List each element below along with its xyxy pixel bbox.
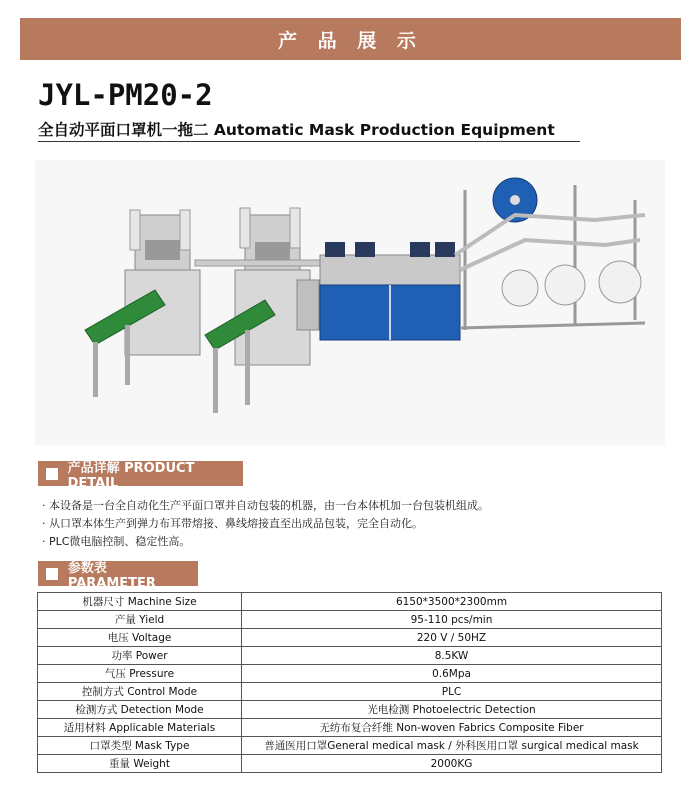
param-label: 电压 Voltage	[38, 629, 242, 647]
param-value: 无纺布复合纤维 Non-woven Fabrics Composite Fiber	[242, 719, 662, 737]
welding-unit-1	[85, 210, 200, 397]
param-label: 检测方式 Detection Mode	[38, 701, 242, 719]
param-value: PLC	[242, 683, 662, 701]
bullet-square-icon	[46, 468, 58, 480]
parameter-heading	[38, 560, 198, 591]
machine-illustration	[35, 160, 665, 445]
param-label: 适用材料 Applicable Materials	[38, 719, 242, 737]
param-value: 95-110 pcs/min	[242, 611, 662, 629]
table-row	[38, 701, 662, 719]
table-row	[38, 719, 662, 737]
table-row	[38, 593, 662, 611]
param-label: 控制方式 Control Mode	[38, 683, 242, 701]
fabric-feed-rack	[455, 178, 645, 330]
header-banner	[20, 18, 681, 60]
machine-photo	[35, 160, 665, 445]
param-label: 气压 Pressure	[38, 665, 242, 683]
table-row	[38, 755, 662, 773]
connecting-conveyor	[195, 260, 325, 266]
param-value: 普通医用口罩General medical mask / 外科医用口罩 surgical medical mask	[242, 737, 662, 755]
bullet-square-icon	[46, 568, 58, 580]
banner-title: 产 品 展 示	[278, 29, 423, 52]
table-row	[38, 665, 662, 683]
param-label: 机器尺寸 Machine Size	[38, 593, 242, 611]
table-row	[38, 683, 662, 701]
param-label: 口罩类型 Mask Type	[38, 737, 242, 755]
product-detail-heading	[38, 460, 243, 491]
table-row	[38, 737, 662, 755]
param-value: 6150*3500*2300mm	[242, 593, 662, 611]
product-detail-list	[42, 497, 489, 551]
detail-item: · PLC微电脑控制、稳定性高。	[42, 535, 191, 548]
parameter-title: 参数表 PARAMETER	[67, 560, 156, 591]
table-row	[38, 611, 662, 629]
product-model: JYL-PM20-2	[38, 78, 213, 112]
param-value: 8.5KW	[242, 647, 662, 665]
param-value: 2000KG	[242, 755, 662, 773]
main-body-unit	[297, 242, 460, 340]
param-label: 重量 Weight	[38, 755, 242, 773]
detail-item: · 从口罩本体生产到弹力布耳带熔接、鼻线熔接直至出成品包装，完全自动化。	[42, 517, 423, 530]
parameter-table	[37, 592, 662, 773]
param-label: 产量 Yield	[38, 611, 242, 629]
param-value: 220 V / 50HZ	[242, 629, 662, 647]
table-row	[38, 647, 662, 665]
param-label: 功率 Power	[38, 647, 242, 665]
product-detail-title: 产品详解 PRODUCT DETAIL	[67, 460, 195, 491]
product-subtitle: 全自动平面口罩机一拖二 Automatic Mask Production Equipment	[38, 121, 555, 139]
detail-item: · 本设备是一台全自动化生产平面口罩并自动包装的机器，由一台本体机加一台包装机组成。	[42, 499, 489, 512]
param-value: 光电检测 Photoelectric Detection	[242, 701, 662, 719]
title-divider	[38, 141, 580, 142]
table-row	[38, 629, 662, 647]
welding-unit-2	[205, 208, 310, 413]
param-value: 0.6Mpa	[242, 665, 662, 683]
